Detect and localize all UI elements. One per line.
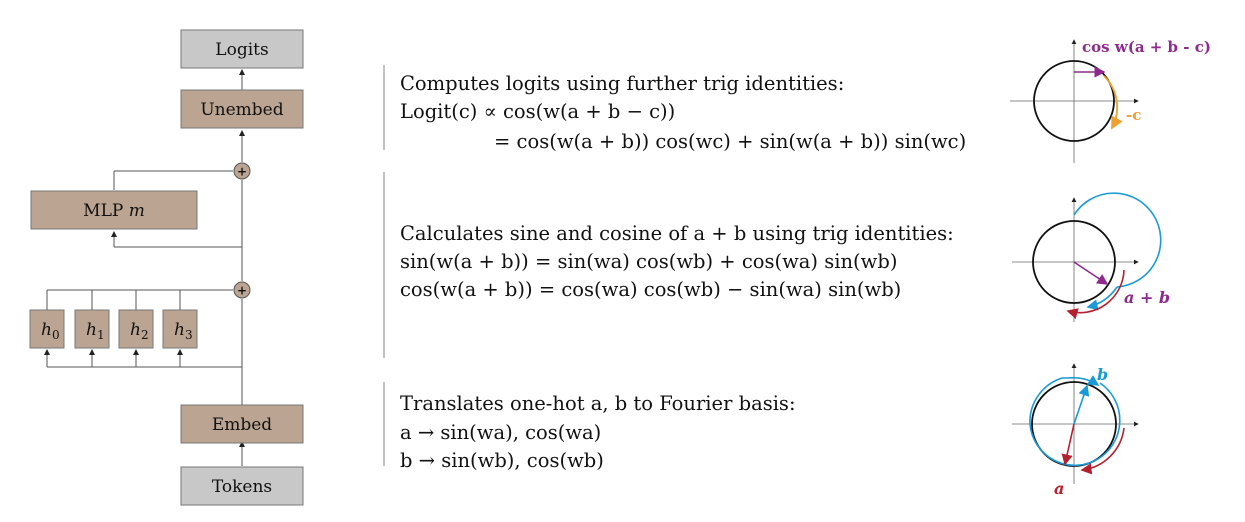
- circle-middle: [1012, 193, 1170, 322]
- desc-bot-line2: a → sin(wa), cos(wa): [400, 421, 602, 444]
- desc-top-line3: = cos(w(a + b)) cos(wc) + sin(w(a + b)) sin(wc): [494, 130, 967, 153]
- logits-label: Logits: [215, 40, 269, 60]
- blue-arc: [1074, 193, 1161, 287]
- head-0-label: $h_0$: [41, 320, 60, 342]
- minus-c-label: -c: [1126, 106, 1142, 124]
- description-middle: [400, 222, 954, 301]
- tokens-label: Tokens: [211, 477, 273, 497]
- description-top: [400, 72, 966, 153]
- unembed-box: [181, 90, 303, 128]
- ab-label: a + b: [1124, 288, 1171, 307]
- plus-node-bottom: [234, 282, 250, 298]
- desc-bot-line3: b → sin(wb), cos(wb): [400, 449, 604, 472]
- desc-top-line2: Logit(c) ∝ cos(w(a + b − c)): [400, 100, 676, 123]
- tokens-box: [181, 467, 303, 505]
- head-2-label: $h_2$: [130, 320, 149, 342]
- a-vector: [1065, 424, 1074, 464]
- head-3-label: $h_3$: [174, 320, 193, 342]
- description-bottom: [400, 392, 796, 472]
- embed-box: [181, 405, 303, 443]
- embed-label: Embed: [211, 415, 273, 435]
- mlp-label: MLP m: [83, 201, 145, 221]
- cos-label: cos w(a + b - c): [1082, 38, 1211, 56]
- b-vector: [1074, 386, 1087, 424]
- logits-box: [181, 30, 303, 68]
- ab-vector: [1074, 262, 1107, 284]
- plus-sign: +: [236, 283, 248, 298]
- b-label: b: [1097, 365, 1109, 384]
- minus-c-arc: [1104, 76, 1117, 128]
- desc-top-line1: Computes logits using further trig identities:: [400, 72, 845, 95]
- head-1-label: $h_1$: [86, 320, 105, 342]
- plus-sign: +: [236, 164, 248, 179]
- attention-heads: [30, 310, 197, 348]
- desc-mid-line2: sin(w(a + b)) = sin(wa) cos(wb) + cos(wa) sin(wb): [400, 250, 898, 273]
- desc-mid-line3: cos(w(a + b)) = cos(wa) cos(wb) − sin(wa) sin(wb): [400, 278, 902, 301]
- plus-node-top: [234, 163, 250, 179]
- circle-top: [1010, 38, 1211, 163]
- mlp-box: [31, 191, 197, 229]
- a-label: a: [1054, 479, 1065, 498]
- circle-bottom: [1012, 364, 1138, 498]
- unembed-label: Unembed: [200, 100, 284, 120]
- desc-mid-line1: Calculates sine and cosine of a + b using trig identities:: [400, 222, 954, 245]
- desc-bot-line1: Translates one-hot a, b to Fourier basis:: [400, 392, 796, 415]
